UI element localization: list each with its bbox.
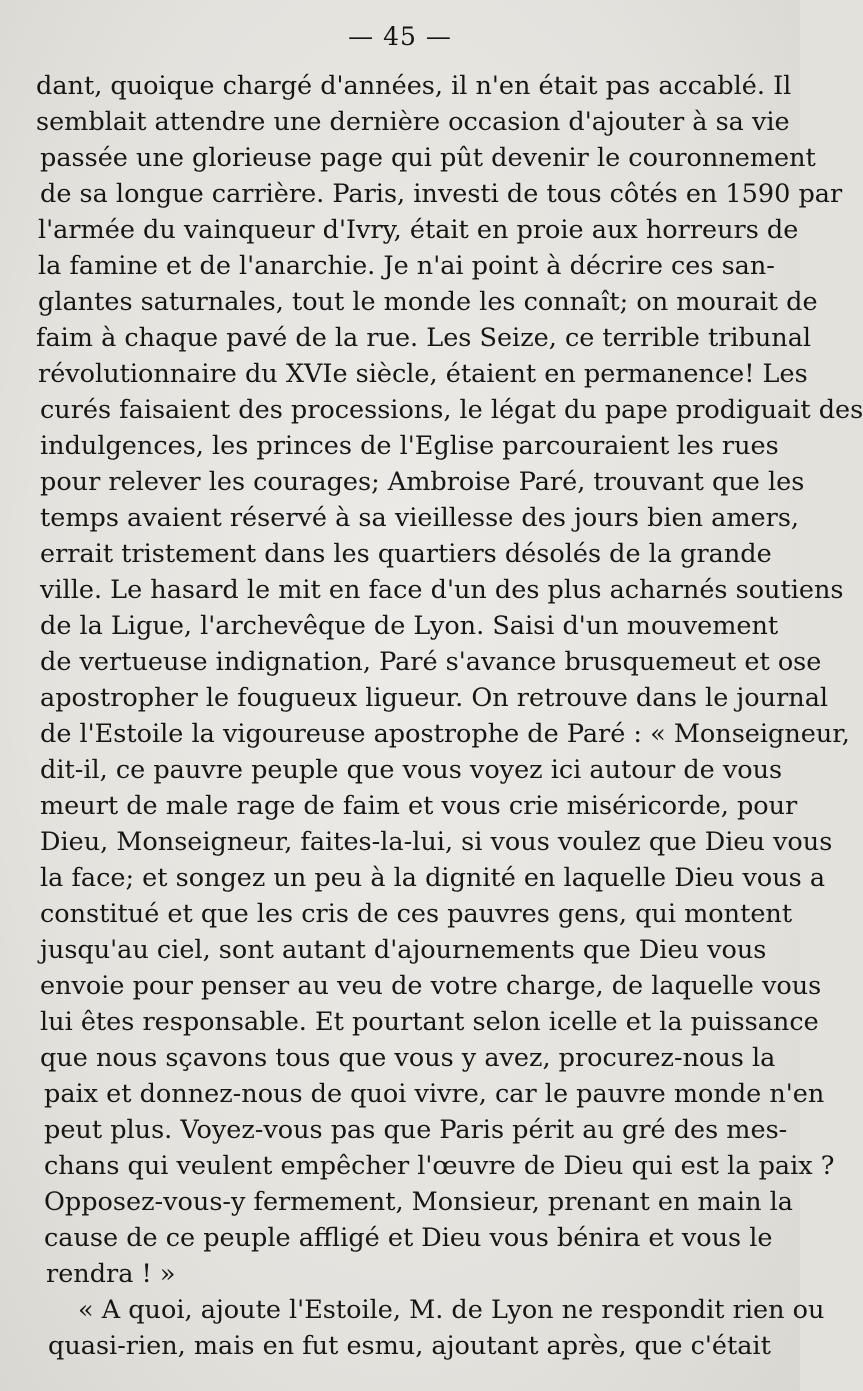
text-line: passée une glorieuse page qui pût devenir le couronnement <box>40 143 816 173</box>
text-line: de vertueuse indignation, Paré s'avance brusquemeut et ose <box>40 647 822 677</box>
text-line: lui êtes responsable. Et pourtant selon icelle et la puissance <box>40 1007 819 1037</box>
text-line: de la Ligue, l'archevêque de Lyon. Saisi d'un mouvement <box>40 611 779 641</box>
text-line: meurt de male rage de faim et vous crie miséricorde, pour <box>40 791 798 821</box>
text-line: l'armée du vainqueur d'Ivry, était en proie aux horreurs de <box>38 215 799 245</box>
text-line: dant, quoique chargé d'années, il n'en était pas accablé. Il <box>36 71 792 101</box>
text-line: errait tristement dans les quartiers désolés de la grande <box>40 539 772 569</box>
text-line: révolutionnaire du XVIe siècle, étaient en permanence! Les <box>38 359 808 389</box>
text-line: Opposez-vous-y fermement, Monsieur, prenant en main la <box>44 1187 793 1217</box>
text-line: cause de ce peuple affligé et Dieu vous bénira et vous le <box>44 1223 773 1253</box>
text-line: semblait attendre une dernière occasion d'ajouter à sa vie <box>36 107 790 137</box>
text-line: peut plus. Voyez-vous pas que Paris périt au gré des mes- <box>44 1115 788 1145</box>
text-line: Dieu, Monseigneur, faites-la-lui, si vous voulez que Dieu vous <box>40 827 833 857</box>
text-line: jusqu'au ciel, sont autant d'ajournements que Dieu vous <box>40 935 767 965</box>
text-line: indulgences, les princes de l'Eglise parcouraient les rues <box>40 431 779 461</box>
text-line: la face; et songez un peu à la dignité en laquelle Dieu vous a <box>40 863 826 893</box>
text-line: la famine et de l'anarchie. Je n'ai point à décrire ces san- <box>38 251 775 281</box>
text-line: ville. Le hasard le mit en face d'un des plus acharnés soutiens <box>40 575 844 605</box>
page-number: — 45 — <box>348 22 452 51</box>
text-line: « A quoi, ajoute l'Estoile, M. de Lyon ne respondit rien ou <box>78 1295 825 1325</box>
text-line: glantes saturnales, tout le monde les connaît; on mourait de <box>38 287 818 317</box>
text-line: de sa longue carrière. Paris, investi de tous côtés en 1590 par <box>40 179 843 209</box>
text-line: paix et donnez-nous de quoi vivre, car le pauvre monde n'en <box>44 1079 825 1109</box>
text-line: dit-il, ce pauvre peuple que vous voyez ici autour de vous <box>40 755 783 785</box>
text-line: quasi-rien, mais en fut esmu, ajoutant après, que c'était <box>48 1331 771 1361</box>
text-line: curés faisaient des processions, le légat du pape prodiguait des <box>40 395 863 425</box>
text-line: rendra ! » <box>46 1259 176 1289</box>
text-line: pour relever les courages; Ambroise Paré, trouvant que les <box>40 467 805 497</box>
text-line: apostropher le fougueux ligueur. On retrouve dans le journal <box>40 683 829 713</box>
text-line: faim à chaque pavé de la rue. Les Seize, ce terrible tribunal <box>36 323 812 353</box>
text-line: chans qui veulent empêcher l'œuvre de Dieu qui est la paix ? <box>44 1151 835 1181</box>
text-line: que nous sçavons tous que vous y avez, procurez-nous la <box>40 1043 776 1073</box>
text-line: envoie pour penser au veu de votre charge, de laquelle vous <box>40 971 822 1001</box>
text-line: de l'Estoile la vigoureuse apostrophe de Paré : « Monseigneur, <box>40 719 850 749</box>
text-line: constitué et que les cris de ces pauvres gens, qui montent <box>40 899 793 929</box>
text-line: temps avaient réservé à sa vieillesse des jours bien amers, <box>40 503 800 533</box>
